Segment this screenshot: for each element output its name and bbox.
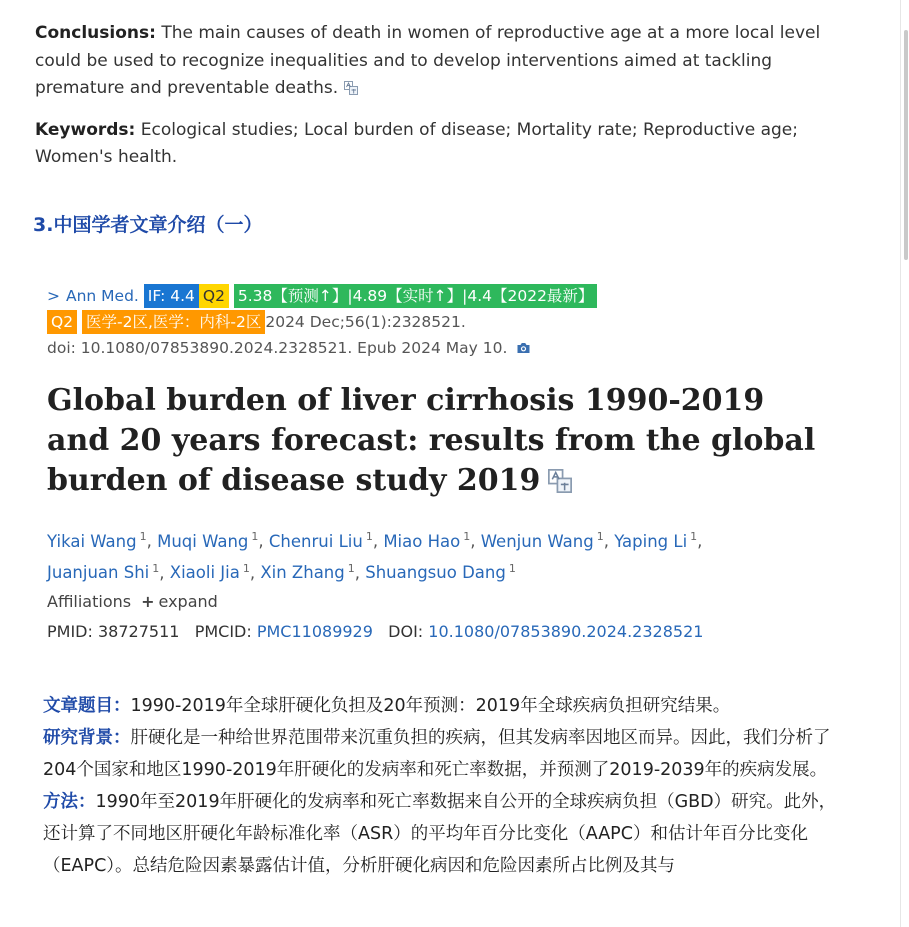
author-link[interactable]: Miao Hao: [383, 531, 461, 551]
doi-label: DOI:: [388, 622, 424, 641]
author-affiliation-marker[interactable]: 1: [596, 530, 604, 543]
cn-background-text: 肝硬化是一种给世界范围带来沉重负担的疾病，但其发病率因地区而异。因此，我们分析了204个国家和地区1990-2019年肝硬化的发病率和死亡率数据，并预测了2019-2039年的疾病发展。: [43, 728, 831, 780]
author-separator: ,: [146, 531, 158, 551]
expand-link[interactable]: expand: [158, 592, 218, 611]
author-item: [269, 532, 373, 551]
author-link[interactable]: Xin Zhang: [260, 563, 345, 582]
author-affiliation-marker[interactable]: 1: [508, 561, 516, 575]
author-separator: ,: [470, 531, 481, 551]
camera-icon[interactable]: [516, 342, 531, 354]
author-affiliation-marker[interactable]: 1: [365, 530, 373, 543]
author-separator: ,: [372, 531, 384, 551]
keywords-text: Ecological studies; Local burden of disease; Mortality rate; Reproductive age; Women's health.: [35, 119, 798, 167]
author-affiliation-marker[interactable]: 1: [690, 530, 698, 543]
author-item: [481, 532, 604, 551]
article-identifiers: [47, 622, 703, 641]
author-link[interactable]: Yikai Wang: [47, 531, 137, 551]
author-link[interactable]: Juanjuan Shi: [47, 563, 150, 582]
author-separator: ,: [258, 531, 269, 551]
author-affiliation-marker[interactable]: 1: [347, 561, 355, 575]
pmcid-link[interactable]: PMC11089929: [256, 622, 373, 641]
author-item: [47, 563, 159, 582]
article-title-text: Global burden of liver cirrhosis 1990-2019 and 20 years forecast: results from the global burden of disease study 2019: [47, 383, 816, 498]
author-separator: ,: [697, 531, 703, 551]
author-link[interactable]: Xiaoli Jia: [169, 563, 240, 582]
chevron-right-icon[interactable]: >: [47, 287, 60, 305]
article-title: [47, 381, 827, 501]
translate-icon[interactable]: [548, 469, 572, 493]
cn-methods-label: 方法：: [43, 792, 96, 812]
author-link[interactable]: Shuangsuo Dang: [365, 563, 506, 582]
quartile-badge-2: Q2: [47, 310, 77, 334]
section-heading: 3.中国学者文章介绍（一）: [33, 214, 263, 236]
quartile-badge: Q2: [199, 284, 229, 308]
author-item: [170, 563, 250, 582]
affiliations: [47, 592, 218, 611]
author-link[interactable]: Yaping Li: [614, 531, 688, 551]
article-citation: [47, 283, 827, 361]
cn-title-text: 1990-2019年全球肝硬化负担及20年预测：2019年全球疾病负担研究结果。: [130, 696, 731, 716]
abstract-tail: [35, 20, 855, 186]
author-item: [383, 532, 470, 551]
journal-link[interactable]: Ann Med.: [66, 287, 139, 305]
scrollbar-thumb[interactable]: [904, 30, 908, 260]
category-badge: 医学-2区,医学：内科-2区: [82, 310, 265, 334]
conclusions-label: Conclusions:: [35, 23, 156, 43]
prediction-badge: 5.38【预测↑】|4.89【实时↑】|4.4【2022最新】: [234, 284, 598, 308]
author-affiliation-marker[interactable]: 1: [242, 561, 250, 575]
pmcid-label: PMCID:: [194, 622, 252, 641]
author-affiliation-marker[interactable]: 1: [463, 530, 471, 543]
author-item: [47, 532, 147, 551]
keywords-paragraph: [35, 117, 855, 172]
author-separator: ,: [249, 563, 261, 582]
affiliations-label: Affiliations: [47, 592, 132, 611]
author-separator: ,: [603, 531, 615, 551]
author-affiliation-marker[interactable]: 1: [139, 530, 147, 543]
cn-title-label: 文章题目：: [43, 696, 131, 716]
plus-icon[interactable]: +: [141, 592, 155, 611]
pmid-label: PMID:: [47, 622, 93, 641]
author-separator: ,: [159, 563, 170, 582]
cn-methods-paragraph: [43, 786, 853, 882]
author-separator: ,: [354, 563, 366, 582]
author-item: [365, 563, 516, 582]
author-link[interactable]: Wenjun Wang: [480, 531, 594, 551]
translate-icon[interactable]: [344, 81, 358, 95]
conclusions-paragraph: [35, 20, 855, 103]
author-item: [614, 532, 697, 551]
cn-title-paragraph: [43, 690, 853, 722]
scrollbar-track[interactable]: [900, 0, 909, 927]
cn-background-paragraph: [43, 722, 853, 786]
pmid-value: 38727511: [97, 622, 180, 641]
publication-date: 2024 Dec;56(1):2328521.: [265, 313, 466, 331]
author-item: [157, 532, 258, 551]
author-affiliation-marker[interactable]: 1: [251, 530, 259, 543]
author-link[interactable]: Chenrui Liu: [268, 531, 363, 551]
chinese-summary: [43, 690, 853, 882]
author-link[interactable]: Muqi Wang: [157, 531, 249, 551]
keywords-label: Keywords:: [35, 119, 136, 140]
cn-background-label: 研究背景：: [43, 728, 131, 748]
conclusions-text: The main causes of death in women of reproductive age at a more local level could be used to recognize inequalities and to develop interventions aimed at tackling premature and preventable deaths.: [35, 23, 821, 98]
doi-line: doi: 10.1080/07853890.2024.2328521. Epub 2024 May 10.: [47, 339, 508, 357]
author-affiliation-marker[interactable]: 1: [152, 561, 160, 575]
doi-link[interactable]: 10.1080/07853890.2024.2328521: [428, 622, 704, 641]
author-item: [260, 563, 354, 582]
authors-list: [47, 523, 787, 586]
cn-methods-text: 1990年至2019年肝硬化的发病率和死亡率数据来自公开的全球疾病负担（GBD）研究。此外，还计算了不同地区肝硬化年龄标准化率（ASR）的平均年百分比变化（AAPC）和估计年百分比变化（EAPC）。总结危险因素暴露估计值，分析肝硬化病因和危险因素所占比例及其与: [43, 792, 837, 876]
impact-factor-badge: IF: 4.4: [144, 284, 199, 308]
